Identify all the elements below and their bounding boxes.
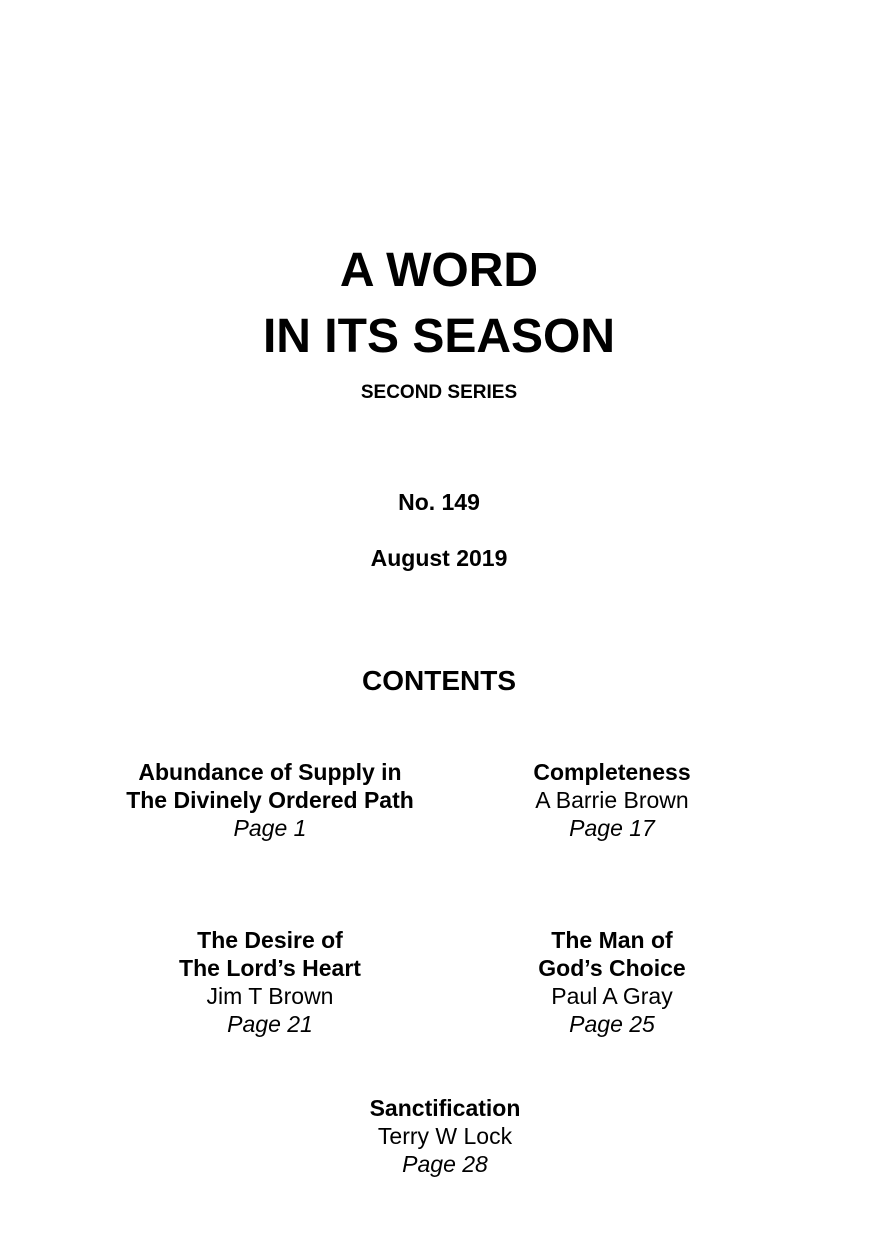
entry-title-line: The Divinely Ordered Path bbox=[126, 787, 414, 813]
contents-entry[interactable] bbox=[462, 758, 762, 842]
title-line-1: A WORD bbox=[339, 244, 539, 297]
entry-title-line: The Man of bbox=[551, 927, 673, 953]
entry-page: Page 21 bbox=[227, 1011, 313, 1037]
contents-heading: CONTENTS bbox=[362, 665, 516, 696]
contents-entry[interactable] bbox=[295, 1094, 595, 1178]
contents-entry[interactable] bbox=[120, 926, 420, 1038]
entry-author: Terry W Lock bbox=[377, 1123, 513, 1149]
entry-title-line: Completeness bbox=[533, 759, 691, 785]
title-line-2: IN ITS SEASON bbox=[262, 310, 616, 363]
entry-page: Page 17 bbox=[569, 815, 655, 841]
entry-page: Page 25 bbox=[569, 1011, 655, 1037]
entry-title-line: The Desire of bbox=[197, 927, 343, 953]
entry-page: Page 1 bbox=[233, 815, 307, 841]
entry-author: Jim T Brown bbox=[206, 983, 334, 1009]
contents-entry[interactable] bbox=[462, 926, 762, 1038]
entry-author: Paul A Gray bbox=[551, 983, 673, 1009]
entry-page: Page 28 bbox=[402, 1151, 488, 1177]
issue-date: August 2019 bbox=[370, 545, 508, 571]
entry-title-line: Abundance of Supply in bbox=[138, 759, 402, 785]
entry-author: A Barrie Brown bbox=[535, 787, 689, 813]
entry-title-line: Sanctification bbox=[369, 1095, 521, 1121]
issue-number: No. 149 bbox=[398, 489, 480, 515]
series-label: SECOND SERIES bbox=[360, 382, 518, 403]
entry-title-line: The Lord’s Heart bbox=[179, 955, 361, 981]
contents-entry[interactable] bbox=[70, 758, 470, 842]
entry-title-line: God’s Choice bbox=[538, 955, 686, 981]
